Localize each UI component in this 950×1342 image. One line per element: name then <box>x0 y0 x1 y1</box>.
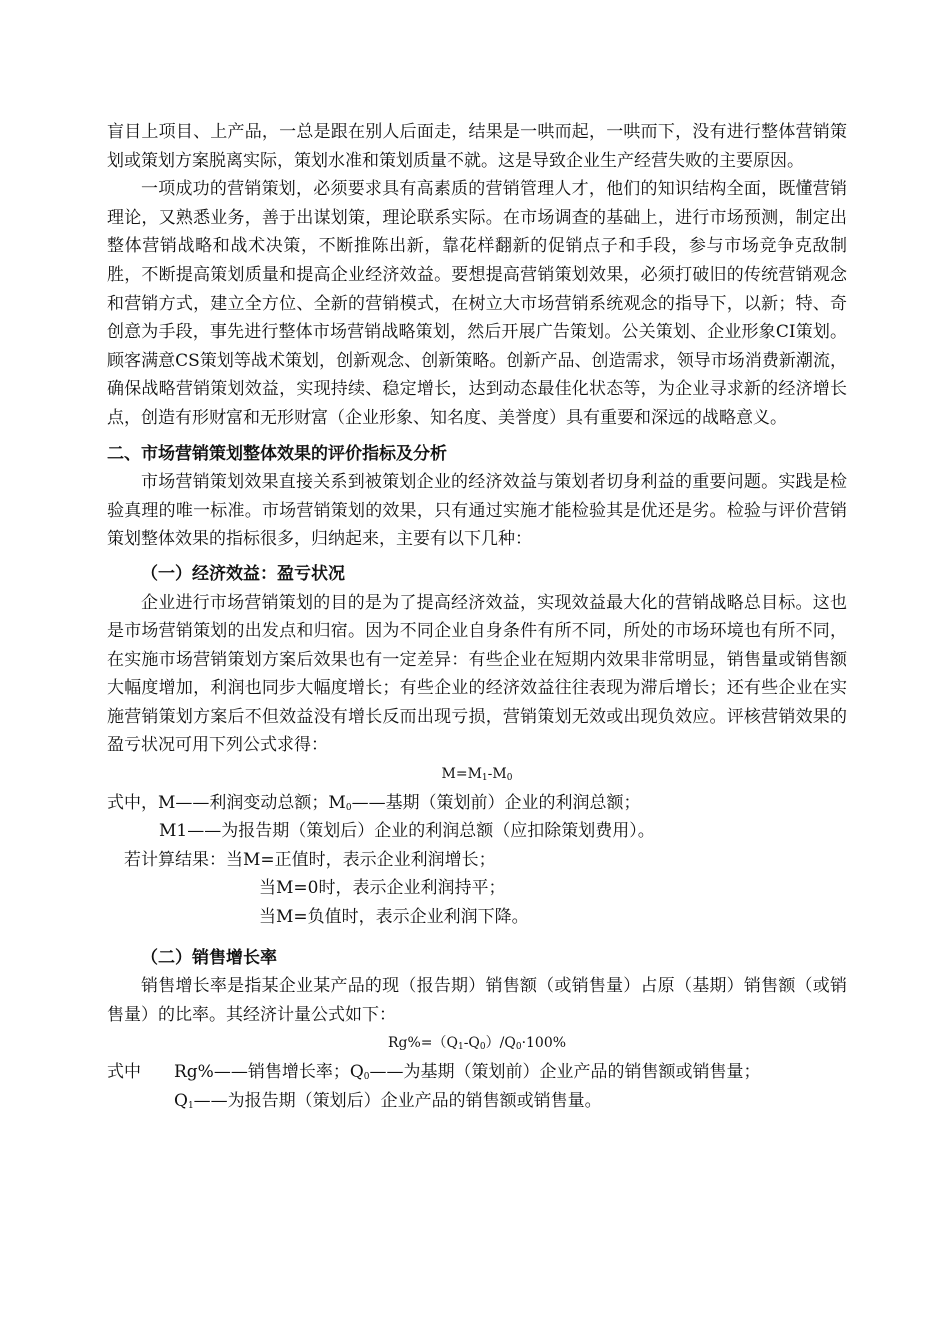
paragraph-intro-end: 盲目上项目、上产品，一总是跟在别人后面走，结果是一哄而起，一哄而下，没有进行整体营销策划或策划方案脱离实际，策划水准和策划质量不就。这是导致企业生产经营失败的主要原因。 <box>107 122 847 171</box>
document-page <box>107 118 847 1115</box>
formula-growth: $Rg\%=(Q_1-Q_0)/Q_0\cdot 100\%$ <box>387 1035 567 1053</box>
subsection-heading-economic: （一）经济效益：盈亏状况 <box>141 563 345 584</box>
formula-profit: $M=M_1-M_0$ <box>441 766 513 784</box>
paragraph-profit: 企业进行市场营销策划的目的是为了提高经济效益，实现效益最大化的营销战略总目标。这也是市场营销策划的出发点和归宿。因为不同企业自身条件有所不同，所处的市场环境也有所不同，在实施市场营销策划方案后效果也有一定差异：有些企业在短期内效果非常明显，销售量或销售额大幅度增加，利润也同步大幅度增长；有些企业的经济效益往往表现为滞后增长；还有些企业在实施营销策划方案后不但效益没有增长反而出现亏损，营销策划无效或出现负效应。评核营销效果的盈亏状况可用下列公式求得： <box>107 592 847 756</box>
result-line-2: 当M=0时，表示企业利润持平； <box>259 878 506 899</box>
growth-definition-line-2: $Q_1——$为报告期（策划后）企业产品的销售额或销售量。 <box>174 1090 602 1111</box>
growth-definition-line-1: 式中 Rg%——销售增长率；$Q_0——$为基期（策划前）企业产品的销售额或销售量； <box>107 1062 761 1082</box>
subsection-heading-growth: （二）销售增长率 <box>141 947 277 968</box>
result-line-1: 若计算结果：当M=正值时，表示企业利润增长； <box>124 849 496 870</box>
paragraph-growth: 销售增长率是指某企业某产品的现（报告期）销售额（或销售量）占原（基期）销售额（或销售量）的比率。其经济计量公式如下： <box>107 976 847 1025</box>
section-heading-2: 二、市场营销策划整体效果的评价指标及分析 <box>107 443 447 464</box>
result-line-3: 当M=负值时，表示企业利润下降。 <box>259 907 529 928</box>
definition-line-2: M1——为报告期（策划后）企业的利润总额（应扣除策划费用）。 <box>159 821 655 842</box>
paragraph-evaluation: 市场营销策划效果直接关系到被策划企业的经济效益与策划者切身利益的重要问题。实践是检验真理的唯一标准。市场营销策划的效果，只有通过实施才能检验其是优还是劣。检验与评价营销策划整体效果的指标很多，归纳起来，主要有以下几种： <box>107 472 847 550</box>
paragraph-success: 一项成功的营销策划，必须要求具有高素质的营销管理人才，他们的知识结构全面，既懂营销理论，又熟悉业务，善于出谋划策，理论联系实际。在市场调查的基础上，进行市场预测，制定出整体营销战略和战术决策，不断推陈出新，靠花样翻新的促销点子和手段，参与市场竞争克敌制胜，不断提高策划质量和提高企业经济效益。要想提高营销策划效果，必须打破旧的传统营销观念和营销方式，建立全方位、全新的营销模式，在树立大市场营销系统观念的指导下，以新；特、奇创意为手段，事先进行整体市场营销战略策划，然后开展广告策划。公关策划、企业形象CI策划。顾客满意CS策划等战术策划，创新观念、创新策略。创新产品、创造需求，领导市场消费新潮流，确保战略营销策划效益，实现持续、稳定增长，达到动态最佳化状态等，为企业寻求新的经济增长点，创造有形财富和无形财富（企业形象、知名度、美誉度）具有重要和深远的战略意义。 <box>107 179 847 428</box>
definition-line-1: 式中，M——利润变动总额；$M_0——$基期（策划前）企业的利润总额； <box>107 792 641 813</box>
